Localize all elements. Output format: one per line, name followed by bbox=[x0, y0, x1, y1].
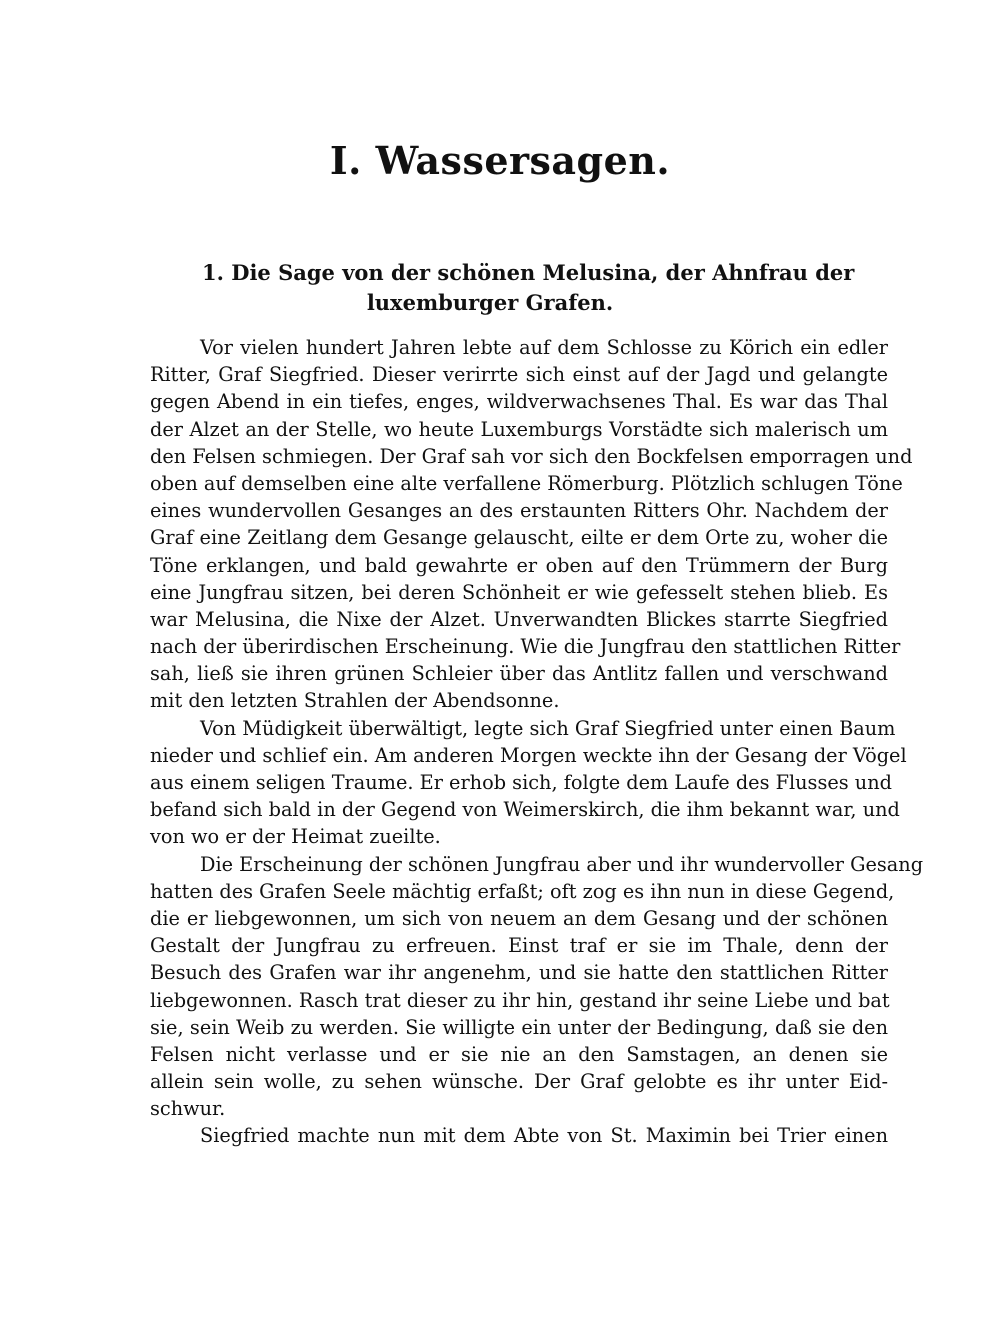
section-title-line-1: 1. Die Sage von der schönen Melusina, der Ahnfrau der bbox=[202, 260, 855, 285]
body-text bbox=[150, 334, 924, 1150]
text-line: Graf eine Zeitlang dem Gesange gelauscht, eilte er dem Orte zu, woher die bbox=[150, 526, 888, 550]
text-line: war Melusina, die Nixe der Alzet. Unverwandten Blickes starrte Siegfried bbox=[150, 607, 888, 631]
text-line: Besuch des Grafen war ihr angenehm, und sie hatte den stattlichen Ritter bbox=[150, 961, 888, 985]
text-line: sie, sein Weib zu werden. Sie willigte ein unter der Bedingung, daß sie den bbox=[150, 1015, 888, 1039]
text-line: allein sein wolle, zu sehen wünsche. Der Graf gelobte es ihr unter Eid- bbox=[150, 1070, 888, 1094]
text-line: Siegfried machte nun mit dem Abte von St. Maximin bei Trier einen bbox=[200, 1124, 888, 1148]
text-line: nieder und schlief ein. Am anderen Morgen weckte ihn der Gesang der Vögel bbox=[150, 743, 907, 767]
text-line: den Felsen schmiegen. Der Graf sah vor sich den Bockfelsen emporragen und bbox=[150, 444, 913, 468]
section-title bbox=[150, 258, 860, 318]
text-line: Gestalt der Jungfrau zu erfreuen. Einst traf er sie im Thale, denn der bbox=[150, 934, 888, 958]
text-line: Ritter, Graf Siegfried. Dieser verirrte sich einst auf der Jagd und gelangte bbox=[150, 363, 888, 387]
text-line: nach der überirdischen Erscheinung. Wie die Jungfrau den stattlichen Ritter bbox=[150, 635, 901, 659]
section-title-line-2: luxemburger Grafen. bbox=[366, 290, 614, 315]
text-line: von wo er der Heimat zueilte. bbox=[150, 825, 441, 849]
chapter-title: I. Wassersagen. bbox=[329, 138, 671, 183]
text-line: eines wundervollen Gesanges an des erstaunten Ritters Ohr. Nachdem der bbox=[150, 499, 888, 523]
text-line: der Alzet an der Stelle, wo heute Luxemburgs Vorstädte sich malerisch um bbox=[150, 417, 888, 441]
text-line: aus einem seligen Traume. Er erhob sich, folgte dem Laufe des Flusses und bbox=[150, 771, 892, 794]
text-line: mit den letzten Strahlen der Abendsonne. bbox=[150, 689, 560, 713]
text-line: Von Müdigkeit überwältigt, legte sich Graf Siegfried unter einen Baum bbox=[200, 716, 896, 740]
text-line: Töne erklangen, und bald gewahrte er oben auf den Trümmern der Burg bbox=[150, 553, 888, 577]
text-line: schwur. bbox=[150, 1097, 226, 1121]
text-line: Die Erscheinung der schönen Jungfrau aber und ihr wundervoller Gesang bbox=[200, 852, 924, 876]
text-line: sah, ließ sie ihren grünen Schleier über das Antlitz fallen und verschwand bbox=[150, 662, 888, 686]
text-line: eine Jungfrau sitzen, bei deren Schönheit er wie gefesselt stehen blieb. Es bbox=[150, 580, 888, 604]
text-line: gegen Abend in ein tiefes, enges, wildverwachsenes Thal. Es war das Thal bbox=[150, 390, 888, 414]
text-line: die er liebgewonnen, um sich von neuem an dem Gesang und der schönen bbox=[150, 906, 888, 930]
text-line: hatten des Grafen Seele mächtig erfaßt; oft zog es ihn nun in diese Gegend, bbox=[150, 879, 895, 903]
text-line: oben auf demselben eine alte verfallene Römerburg. Plötzlich schlugen Töne bbox=[150, 471, 903, 495]
text-line: Felsen nicht verlasse und er sie nie an den Samstagen, an denen sie bbox=[150, 1042, 888, 1066]
text-line: liebgewonnen. Rasch trat dieser zu ihr hin, gestand ihr seine Liebe und bat bbox=[150, 988, 890, 1012]
text-line: Vor vielen hundert Jahren lebte auf dem Schlosse zu Körich ein edler bbox=[200, 336, 888, 359]
text-line: befand sich bald in der Gegend von Weimerskirch, die ihm bekannt war, und bbox=[150, 798, 900, 822]
